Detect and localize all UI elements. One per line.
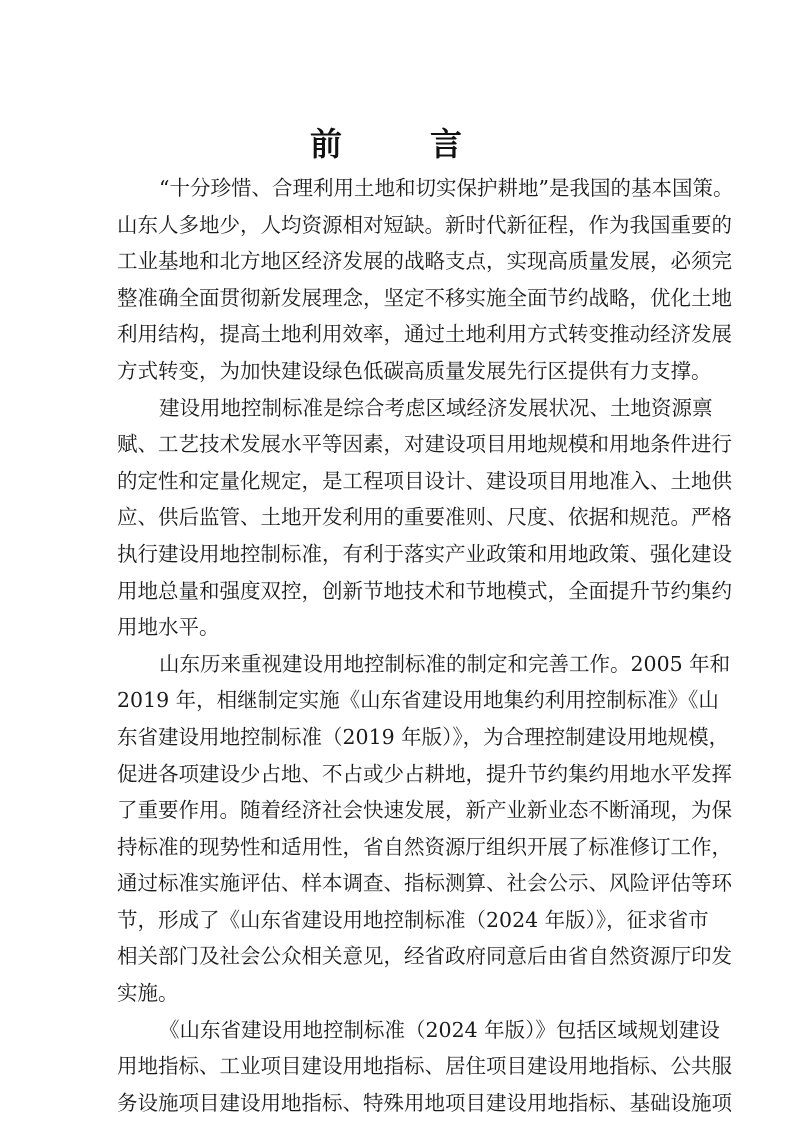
text-line: 方式转变，为加快建设绿色低碳高质量发展先行区提供有力支撑。	[117, 358, 712, 383]
text-line: 工业基地和北方地区经济发展的战略支点，实现高质量发展，必须完	[117, 249, 732, 274]
text-line: 应、供后监管、土地开发利用的重要准则、尺度、依据和规范。严格	[117, 505, 732, 530]
text-line: 节，形成了《山东省建设用地控制标准（2024 年版）》，征求省市	[117, 907, 709, 932]
text-line: 山东历来重视建设用地控制标准的制定和完善工作。2005 年和	[159, 651, 731, 676]
text-line: 的定性和定量化规定，是工程项目设计、建设项目用地准入、土地供	[117, 468, 732, 493]
text-line: 赋、工艺技术发展水平等因素，对建设项目用地规模和用地条件进行	[117, 432, 732, 457]
text-line: 了重要作用。随着经济社会快速发展，新产业新业态不断涌现，为保	[117, 798, 732, 823]
text-line: 东省建设用地控制标准（2019 年版）》，为合理控制建设用地规模，	[117, 724, 730, 749]
document-body	[117, 170, 734, 1121]
text-line: 通过标准实施评估、样本调查、指标测算、社会公示、风险评估等环	[117, 871, 732, 896]
text-line: “十分珍惜、合理利用土地和切实保护耕地”是我国的基本国策。	[159, 176, 734, 200]
text-line: 2019 年，相继制定实施《山东省建设用地集约利用控制标准》《山	[117, 688, 719, 713]
text-line: 实施。	[117, 981, 179, 1006]
text-line: 促进各项建设少占地、不占或少占耕地，提升节约集约用地水平发挥	[117, 761, 732, 786]
text-line: 用地指标、工业项目建设用地指标、居住项目建设用地指标、公共服	[117, 1054, 732, 1079]
text-line: 整准确全面贯彻新发展理念，坚定不移实施全面节约战略，优化土地	[117, 285, 732, 310]
text-line: 务设施项目建设用地指标、特殊用地项目建设用地指标、基础设施项	[117, 1090, 732, 1115]
paragraph-4	[117, 1012, 732, 1122]
text-line: 山东人多地少，人均资源相对短缺。新时代新征程，作为我国重要的	[117, 212, 732, 237]
text-line: 利用结构，提高土地利用效率，通过土地利用方式转变推动经济发展	[117, 322, 732, 347]
paragraph-3	[117, 646, 732, 1012]
text-line: 《山东省建设用地控制标准（2024 年版）》包括区域规划建设	[159, 1017, 720, 1042]
page-title: 前 言	[309, 125, 490, 163]
text-line: 相关部门及社会公众相关意见，经省政府同意后由省自然资源厅印发	[117, 944, 732, 969]
text-line: 建设用地控制标准是综合考虑区域经济发展状况、土地资源禀	[159, 395, 713, 420]
text-line: 用地水平。	[117, 615, 220, 640]
paragraph-2	[117, 390, 732, 646]
text-line: 执行建设用地控制标准，有利于落实产业政策和用地政策、强化建设	[117, 541, 732, 566]
paragraph-1	[117, 170, 734, 390]
text-line: 持标准的现势性和适用性，省自然资源厅组织开展了标准修订工作，	[117, 834, 732, 859]
text-line: 用地总量和强度双控，创新节地技术和节地模式，全面提升节约集约	[117, 578, 732, 603]
